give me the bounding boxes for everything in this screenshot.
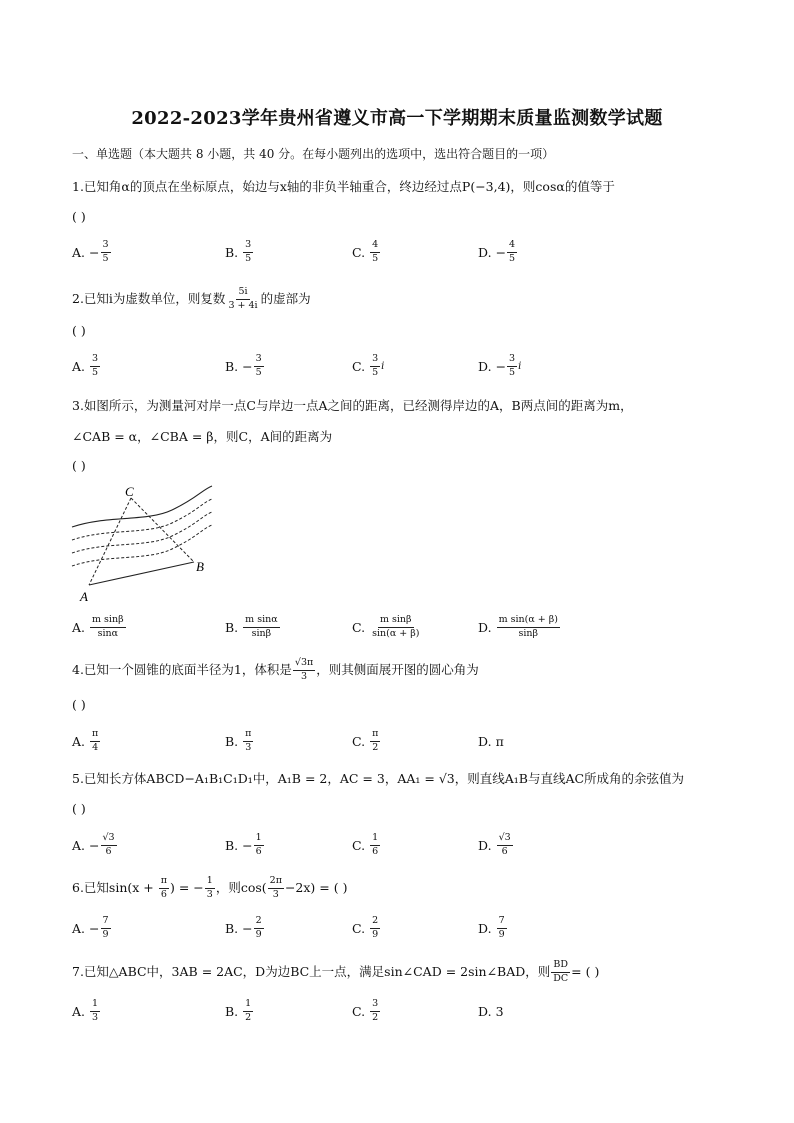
fraction-numerator: 1 <box>205 876 215 889</box>
option-sign: − <box>89 244 100 260</box>
fraction-numerator: m sinβ <box>90 615 126 628</box>
question-2-stem <box>72 287 311 312</box>
question-6-stem-part-d: −2x) = ( ) <box>284 879 348 895</box>
option-label: C. <box>352 244 366 260</box>
fraction-denominator: 6 <box>255 845 262 857</box>
option-c <box>352 996 381 1026</box>
fraction-numerator: π <box>159 876 169 889</box>
fraction-numerator: 1 <box>254 833 264 846</box>
fraction-numerator: 5i <box>236 287 249 300</box>
option-a <box>72 996 101 1026</box>
fraction-denominator: 9 <box>102 928 109 940</box>
option-fraction <box>370 729 380 754</box>
option-b <box>225 830 265 860</box>
fraction-numerator: m sinα <box>243 615 279 628</box>
fraction-numerator: π <box>90 729 100 742</box>
option-label: D. <box>478 358 492 374</box>
fraction-denominator: sin(α + β) <box>372 627 420 639</box>
fraction-numerator: 1 <box>370 833 380 846</box>
fraction-denominator: 4 <box>92 741 99 753</box>
fraction-numerator: 7 <box>101 916 111 929</box>
question-1-stem: 1.已知角α的顶点在坐标原点，始边与x轴的非负半轴重合，终边经过点P(−3,4)，则cosα的值等于 <box>72 179 615 194</box>
river-measurement-figure <box>62 480 222 605</box>
option-label: A. <box>72 837 86 853</box>
fraction-denominator: 5 <box>509 366 516 378</box>
option-a <box>72 237 112 267</box>
option-label: C. <box>352 837 366 853</box>
option-fraction <box>370 354 380 379</box>
question-6-stem-part-a: 6.已知sin(x + <box>72 879 158 895</box>
option-fraction <box>101 833 117 858</box>
fraction-numerator: m sinβ <box>378 615 414 628</box>
option-suffix: i <box>518 360 522 372</box>
fraction-numerator: 3 <box>507 354 517 367</box>
fraction-numerator: 3 <box>90 354 100 367</box>
question-5-answer-paren: ( ) <box>72 801 86 816</box>
fraction-denominator: 9 <box>498 928 505 940</box>
fraction-numerator: √3 <box>101 833 117 846</box>
option-sign: − <box>89 837 100 853</box>
fraction-numerator: 4 <box>370 240 380 253</box>
fraction-denominator: 3 <box>301 670 308 682</box>
fraction-numerator: 4 <box>507 240 517 253</box>
option-d <box>478 237 518 267</box>
option-fraction <box>370 240 380 265</box>
option-a <box>72 913 112 943</box>
option-d <box>478 726 504 756</box>
page-title: 2022-2023学年贵州省遵义市高一下学期期末质量监测数学试题 <box>131 108 663 129</box>
option-fraction <box>90 354 100 379</box>
question-4-options <box>72 726 722 756</box>
option-label: D. <box>478 920 492 936</box>
option-fraction <box>497 615 560 640</box>
question-4-stem-post: ，则其侧面展开图的圆心角为 <box>316 661 479 677</box>
option-d <box>478 830 514 860</box>
section-heading: 一、单选题（本大题共 8 小题，共 40 分。在每小题列出的选项中，选出符合题目的一项） <box>72 147 555 161</box>
fraction-numerator: 7 <box>497 916 507 929</box>
question-7-stem <box>72 960 599 985</box>
option-label: A. <box>72 920 86 936</box>
fraction-numerator: m sin(α + β) <box>497 615 560 628</box>
option-label: C. <box>352 733 366 749</box>
option-fraction <box>101 240 111 265</box>
option-label: A. <box>72 733 86 749</box>
fraction-denominator: 2 <box>245 1011 252 1023</box>
fraction-numerator: 1 <box>243 999 253 1012</box>
fraction-numerator: 3 <box>101 240 111 253</box>
segment-ca <box>89 498 131 585</box>
question-2-answer-paren: ( ) <box>72 323 86 338</box>
option-label: A. <box>72 358 86 374</box>
question-4-stem <box>72 658 479 683</box>
question-6-stem-part-b: ) = − <box>170 879 204 895</box>
river-bank-far <box>72 486 212 527</box>
question-6-stem <box>72 876 347 901</box>
option-sign: − <box>242 837 253 853</box>
option-c <box>352 351 384 381</box>
fraction-denominator: sinα <box>97 627 119 639</box>
option-c <box>352 237 381 267</box>
fraction-numerator: 2 <box>254 916 264 929</box>
fraction-denominator: 5 <box>92 366 99 378</box>
fraction-denominator: sinβ <box>518 627 539 639</box>
option-sign: − <box>242 920 253 936</box>
option-c <box>352 612 422 642</box>
point-a-label: A <box>80 589 88 604</box>
option-a <box>72 830 118 860</box>
option-label: A. <box>72 619 86 635</box>
option-fraction <box>497 916 507 941</box>
option-sign: − <box>495 244 507 260</box>
option-b <box>225 612 281 642</box>
option-fraction <box>243 729 253 754</box>
option-label: B. <box>225 733 239 749</box>
near-bank-line-ab <box>89 562 194 585</box>
fraction-denominator: 9 <box>372 928 379 940</box>
fraction-denominator: 6 <box>160 888 167 900</box>
option-fraction <box>90 999 100 1024</box>
option-fraction <box>243 615 279 640</box>
question-5-options <box>72 830 722 860</box>
option-fraction <box>101 916 111 941</box>
fraction-denominator: 3 <box>272 888 279 900</box>
question-1-options <box>72 237 722 267</box>
fraction-numerator: 3 <box>370 999 380 1012</box>
question-2-fraction <box>226 287 259 312</box>
question-6-stem-part-c: ，则cos( <box>215 879 267 895</box>
option-fraction <box>370 999 380 1024</box>
option-label: C. <box>352 920 366 936</box>
question-7-options <box>72 996 722 1026</box>
question-2-options <box>72 351 722 381</box>
option-label: A. <box>72 1003 86 1019</box>
fraction-numerator: π <box>243 729 253 742</box>
option-c <box>352 830 381 860</box>
option-label: B. <box>225 619 239 635</box>
fraction-denominator: 3 <box>206 888 213 900</box>
question-6-fraction-3 <box>268 876 284 901</box>
fraction-numerator: 2 <box>370 916 380 929</box>
question-7-stem-pre: 7.已知△ABC中，3AB = 2AC，D为边BC上一点，满足sin∠CAD = 2sin∠BAD，则 <box>72 963 551 979</box>
fraction-denominator: 5 <box>509 252 516 264</box>
fraction-denominator: 6 <box>105 845 112 857</box>
fraction-numerator: BD <box>551 960 570 973</box>
option-fraction <box>497 833 513 858</box>
fraction-denominator: 5 <box>372 366 379 378</box>
option-d <box>478 996 504 1026</box>
fraction-numerator: 1 <box>90 999 100 1012</box>
option-sign: − <box>89 920 100 936</box>
option-sign: − <box>495 358 507 374</box>
option-c <box>352 726 381 756</box>
question-4-answer-paren: ( ) <box>72 697 86 712</box>
question-3-options <box>72 612 722 642</box>
question-4-fraction <box>293 658 315 683</box>
question-1-answer-paren: ( ) <box>72 209 86 224</box>
fraction-denominator: 6 <box>501 845 508 857</box>
option-value: π <box>495 733 504 749</box>
fraction-denominator: DC <box>553 972 569 984</box>
fraction-denominator: 5 <box>372 252 379 264</box>
fraction-denominator: 3 + 4i <box>228 299 258 311</box>
option-sign: − <box>242 358 253 374</box>
option-label: D. <box>478 837 492 853</box>
fraction-denominator: 3 <box>245 741 252 753</box>
question-6-fraction-1 <box>159 876 169 901</box>
question-6-fraction-2 <box>205 876 215 901</box>
option-fraction <box>370 615 421 640</box>
fraction-numerator: π <box>370 729 380 742</box>
fraction-numerator: 3 <box>243 240 253 253</box>
question-2-stem-pre: 2.已知i为虚数单位，则复数 <box>72 290 226 306</box>
option-fraction <box>507 240 517 265</box>
question-4-stem-pre: 4.已知一个圆锥的底面半径为1，体积是 <box>72 661 292 677</box>
option-fraction <box>90 729 100 754</box>
option-label: D. <box>478 244 492 260</box>
question-7-stem-post: = ( ) <box>571 963 600 979</box>
option-fraction <box>243 999 253 1024</box>
option-label: B. <box>225 358 239 374</box>
fraction-denominator: sinβ <box>251 627 272 639</box>
option-a <box>72 351 101 381</box>
fraction-numerator: 3 <box>370 354 380 367</box>
option-fraction <box>90 615 126 640</box>
question-3-stem-line2: ∠CAB = α，∠CBA = β，则C，A间的距离为 <box>72 429 333 444</box>
fraction-denominator: 3 <box>92 1011 99 1023</box>
fraction-denominator: 5 <box>102 252 109 264</box>
fraction-denominator: 2 <box>372 1011 379 1023</box>
fraction-denominator: 5 <box>255 366 262 378</box>
option-b <box>225 726 254 756</box>
question-3-stem-line1: 3.如图所示，为测量河对岸一点C与岸边一点A之间的距离，已经测得岸边的A，B两点间的距离为m， <box>72 398 633 413</box>
fraction-denominator: 2 <box>372 741 379 753</box>
option-d <box>478 351 521 381</box>
river-current-line-2 <box>72 512 212 553</box>
option-label: C. <box>352 619 366 635</box>
option-c <box>352 913 381 943</box>
fraction-denominator: 9 <box>255 928 262 940</box>
option-fraction <box>370 833 380 858</box>
option-b <box>225 237 254 267</box>
option-label: B. <box>225 1003 239 1019</box>
option-fraction <box>254 916 264 941</box>
river-current-line-1 <box>72 499 212 540</box>
option-label: C. <box>352 358 366 374</box>
fraction-numerator: 2π <box>268 876 284 889</box>
question-2-stem-post: 的虚部为 <box>260 290 311 306</box>
option-suffix: i <box>381 360 385 372</box>
option-fraction <box>254 354 264 379</box>
option-fraction <box>370 916 380 941</box>
fraction-numerator: √3 <box>497 833 513 846</box>
option-label: A. <box>72 244 86 260</box>
question-3-answer-paren: ( ) <box>72 458 86 473</box>
option-value: 3 <box>495 1003 504 1019</box>
option-d <box>478 612 561 642</box>
option-label: B. <box>225 244 239 260</box>
fraction-denominator: 6 <box>372 845 379 857</box>
option-fraction <box>254 833 264 858</box>
option-label: B. <box>225 920 239 936</box>
option-a <box>72 726 101 756</box>
fraction-denominator: 5 <box>245 252 252 264</box>
option-label: D. <box>478 619 492 635</box>
river-current-line-3 <box>72 525 212 566</box>
option-fraction <box>243 240 253 265</box>
option-label: D. <box>478 1003 492 1019</box>
option-d <box>478 913 508 943</box>
question-7-fraction <box>551 960 570 985</box>
question-5-stem: 5.已知长方体ABCD−A₁B₁C₁D₁中，A₁B = 2，AC = 3，AA₁ = √3，则直线A₁B与直线AC所成角的余弦值为 <box>72 771 685 786</box>
option-b <box>225 996 254 1026</box>
option-label: C. <box>352 1003 366 1019</box>
option-label: D. <box>478 733 492 749</box>
option-b <box>225 913 265 943</box>
option-b <box>225 351 265 381</box>
question-6-options <box>72 913 722 943</box>
option-a <box>72 612 127 642</box>
fraction-numerator: 3 <box>254 354 264 367</box>
option-label: B. <box>225 837 239 853</box>
fraction-numerator: √3π <box>293 658 315 671</box>
point-b-label: B <box>196 559 204 574</box>
option-fraction <box>507 354 517 379</box>
point-c-label: C <box>125 484 134 499</box>
